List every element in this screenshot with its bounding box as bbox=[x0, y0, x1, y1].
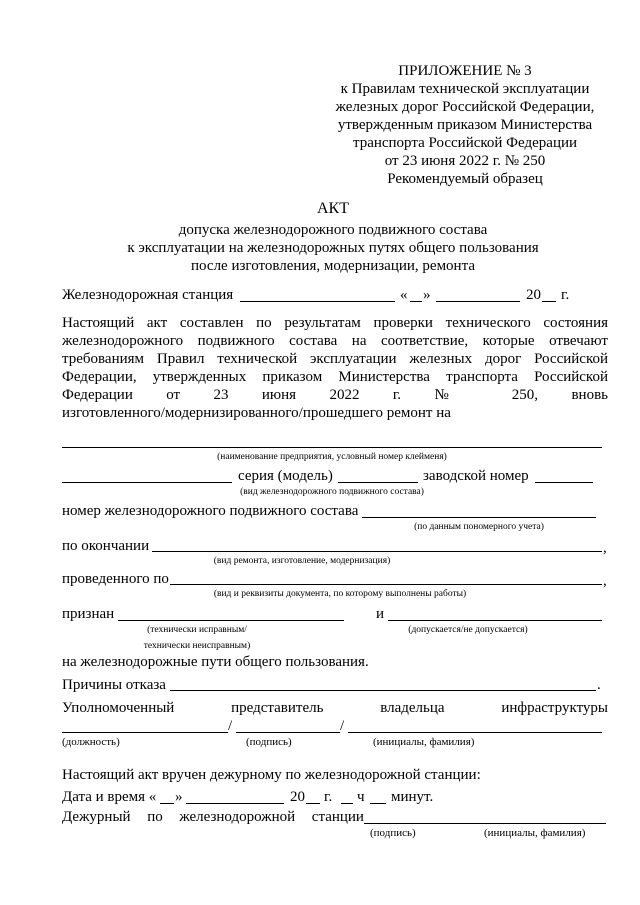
factory-number-field[interactable] bbox=[535, 482, 593, 483]
serviceable-hint-line: (технически исправным/ bbox=[147, 625, 247, 635]
act-title: АКТ bbox=[317, 200, 349, 217]
rolling-number-hint: (по данным пономерного учета) bbox=[414, 522, 544, 532]
station-label: Железнодорожная станция bbox=[62, 287, 234, 303]
admitted-field[interactable] bbox=[388, 620, 602, 621]
position-field[interactable] bbox=[62, 732, 228, 733]
body-paragraph bbox=[62, 314, 608, 422]
appendix-title: ПРИЛОЖЕНИЕ № 3 bbox=[398, 63, 532, 79]
duty-signature-field[interactable] bbox=[364, 823, 606, 824]
date-day-field[interactable] bbox=[410, 301, 422, 302]
series-label: серия (модель) bbox=[238, 468, 333, 484]
enterprise-hint: (наименование предприятия, условный номер клейменя) bbox=[217, 452, 447, 462]
and-label: и bbox=[376, 606, 385, 622]
station-field[interactable] bbox=[240, 301, 395, 302]
date-quote-open: « bbox=[400, 287, 408, 303]
type-field[interactable] bbox=[62, 482, 232, 483]
admitted-hint: (допускается/не допускается) bbox=[408, 625, 528, 635]
duty-signature-hint: (подпись) bbox=[370, 827, 416, 839]
date-year-suffix: г. bbox=[561, 287, 570, 303]
duty-word: по bbox=[147, 809, 163, 825]
initials-field[interactable] bbox=[348, 732, 602, 733]
recognized-label: признан bbox=[62, 606, 115, 622]
datetime-year-suffix: г. bbox=[324, 789, 333, 805]
appendix-line: транспорта Российской Федерации bbox=[352, 135, 578, 151]
duty-word: станции bbox=[311, 809, 364, 825]
act-subtitle bbox=[0, 221, 640, 275]
rolling-number-field[interactable] bbox=[362, 517, 596, 518]
datetime-hour-label: ч bbox=[357, 789, 365, 805]
signature-hint: (подпись) bbox=[246, 736, 292, 748]
series-field[interactable] bbox=[338, 482, 418, 483]
act-subtitle-line: к эксплуатации на железнодорожных путях общего пользования bbox=[127, 240, 539, 256]
body-line: железнодорожного подвижного состава на соответствие, которые отвечают bbox=[62, 333, 608, 349]
performed-field[interactable] bbox=[170, 584, 602, 585]
appendix-line: от 23 июня 2022 г. № 250 bbox=[384, 153, 546, 169]
datetime-month-field[interactable] bbox=[186, 803, 284, 804]
date-quote-close: » bbox=[423, 287, 431, 303]
repair-hint: (вид ремонта, изготовление, модернизация) bbox=[213, 556, 391, 566]
date-year-prefix: 20 bbox=[526, 287, 541, 303]
position-hint: (должность) bbox=[62, 736, 120, 748]
datetime-minute-field[interactable] bbox=[370, 803, 386, 804]
appendix-line: к Правилам технической эксплуатации bbox=[340, 81, 590, 97]
appendix-line: утвержденным приказом Министерства bbox=[337, 117, 593, 133]
recognized-field[interactable] bbox=[118, 620, 344, 621]
act-subtitle-line: после изготовления, модернизации, ремонта bbox=[191, 258, 475, 274]
body-line: требованиям Правил технической эксплуатации железных дорог Российской bbox=[62, 351, 608, 367]
performed-comma: , bbox=[603, 573, 607, 589]
authorized-word: Уполномоченный bbox=[62, 700, 175, 716]
initials-hint: (инициалы, фамилия) bbox=[373, 736, 475, 748]
datetime-minute-label: минут. bbox=[391, 789, 434, 805]
document-hint: (вид и реквизиты документа, по которому выполнены работы) bbox=[213, 589, 467, 599]
refusal-dot: . bbox=[597, 677, 601, 693]
date-month-field[interactable] bbox=[436, 301, 520, 302]
refusal-label: Причины отказа bbox=[62, 677, 166, 693]
datetime-year-field[interactable] bbox=[306, 803, 320, 804]
enterprise-field[interactable] bbox=[62, 447, 602, 448]
datetime-hour-field[interactable] bbox=[341, 803, 353, 804]
datetime-quote-close: » bbox=[175, 789, 183, 805]
duty-word: Дежурный bbox=[62, 809, 131, 825]
authorized-word: владельца bbox=[380, 700, 445, 716]
duty-word: железнодорожной bbox=[179, 809, 296, 825]
performed-label: проведенного по bbox=[62, 571, 169, 587]
datetime-label: Дата и время « bbox=[62, 789, 157, 805]
serviceable-hint-line: технически неисправным) bbox=[143, 641, 251, 651]
factory-label: заводской номер bbox=[423, 468, 529, 484]
after-label: по окончании bbox=[62, 538, 150, 554]
body-line: Федерации от 23 июня 2022 г. № 250, вновь bbox=[62, 387, 608, 403]
appendix-block bbox=[330, 62, 600, 188]
authorized-word: представитель bbox=[231, 700, 324, 716]
appendix-line: Рекомендуемый образец bbox=[387, 171, 543, 187]
type-hint: (вид железнодорожного подвижного состава) bbox=[240, 487, 424, 497]
appendix-line: железных дорог Российской Федерации, bbox=[335, 99, 595, 115]
after-field[interactable] bbox=[152, 551, 602, 552]
duty-row bbox=[62, 808, 364, 826]
date-year-field[interactable] bbox=[542, 301, 556, 302]
after-comma: , bbox=[603, 540, 607, 556]
authorized-row bbox=[62, 699, 608, 717]
duty-initials-hint: (инициалы, фамилия) bbox=[484, 827, 586, 839]
datetime-year-prefix: 20 bbox=[290, 789, 305, 805]
authorized-word: инфраструктуры bbox=[501, 700, 608, 716]
body-line: Федерации, утвержденных приказом Министерства транспорта Российской bbox=[62, 369, 608, 385]
handed-text: Настоящий акт вручен дежурному по железнодорожной станции: bbox=[62, 767, 481, 783]
rolling-number-label: номер железнодорожного подвижного состава bbox=[62, 503, 359, 519]
body-last-line: изготовленного/модернизированного/прошедшего ремонт на bbox=[62, 405, 451, 421]
slash-1: / bbox=[228, 718, 233, 734]
slash-2: / bbox=[340, 718, 345, 734]
datetime-day-field[interactable] bbox=[160, 803, 174, 804]
serviceable-hint bbox=[132, 625, 262, 652]
public-tracks-text: на железнодорожные пути общего пользования. bbox=[62, 654, 369, 670]
act-subtitle-line: допуска железнодорожного подвижного состава bbox=[178, 222, 488, 238]
body-line: Настоящий акт составлен по результатам проверки технического состояния bbox=[62, 315, 608, 331]
refusal-field[interactable] bbox=[170, 690, 596, 691]
signature-field[interactable] bbox=[236, 732, 340, 733]
